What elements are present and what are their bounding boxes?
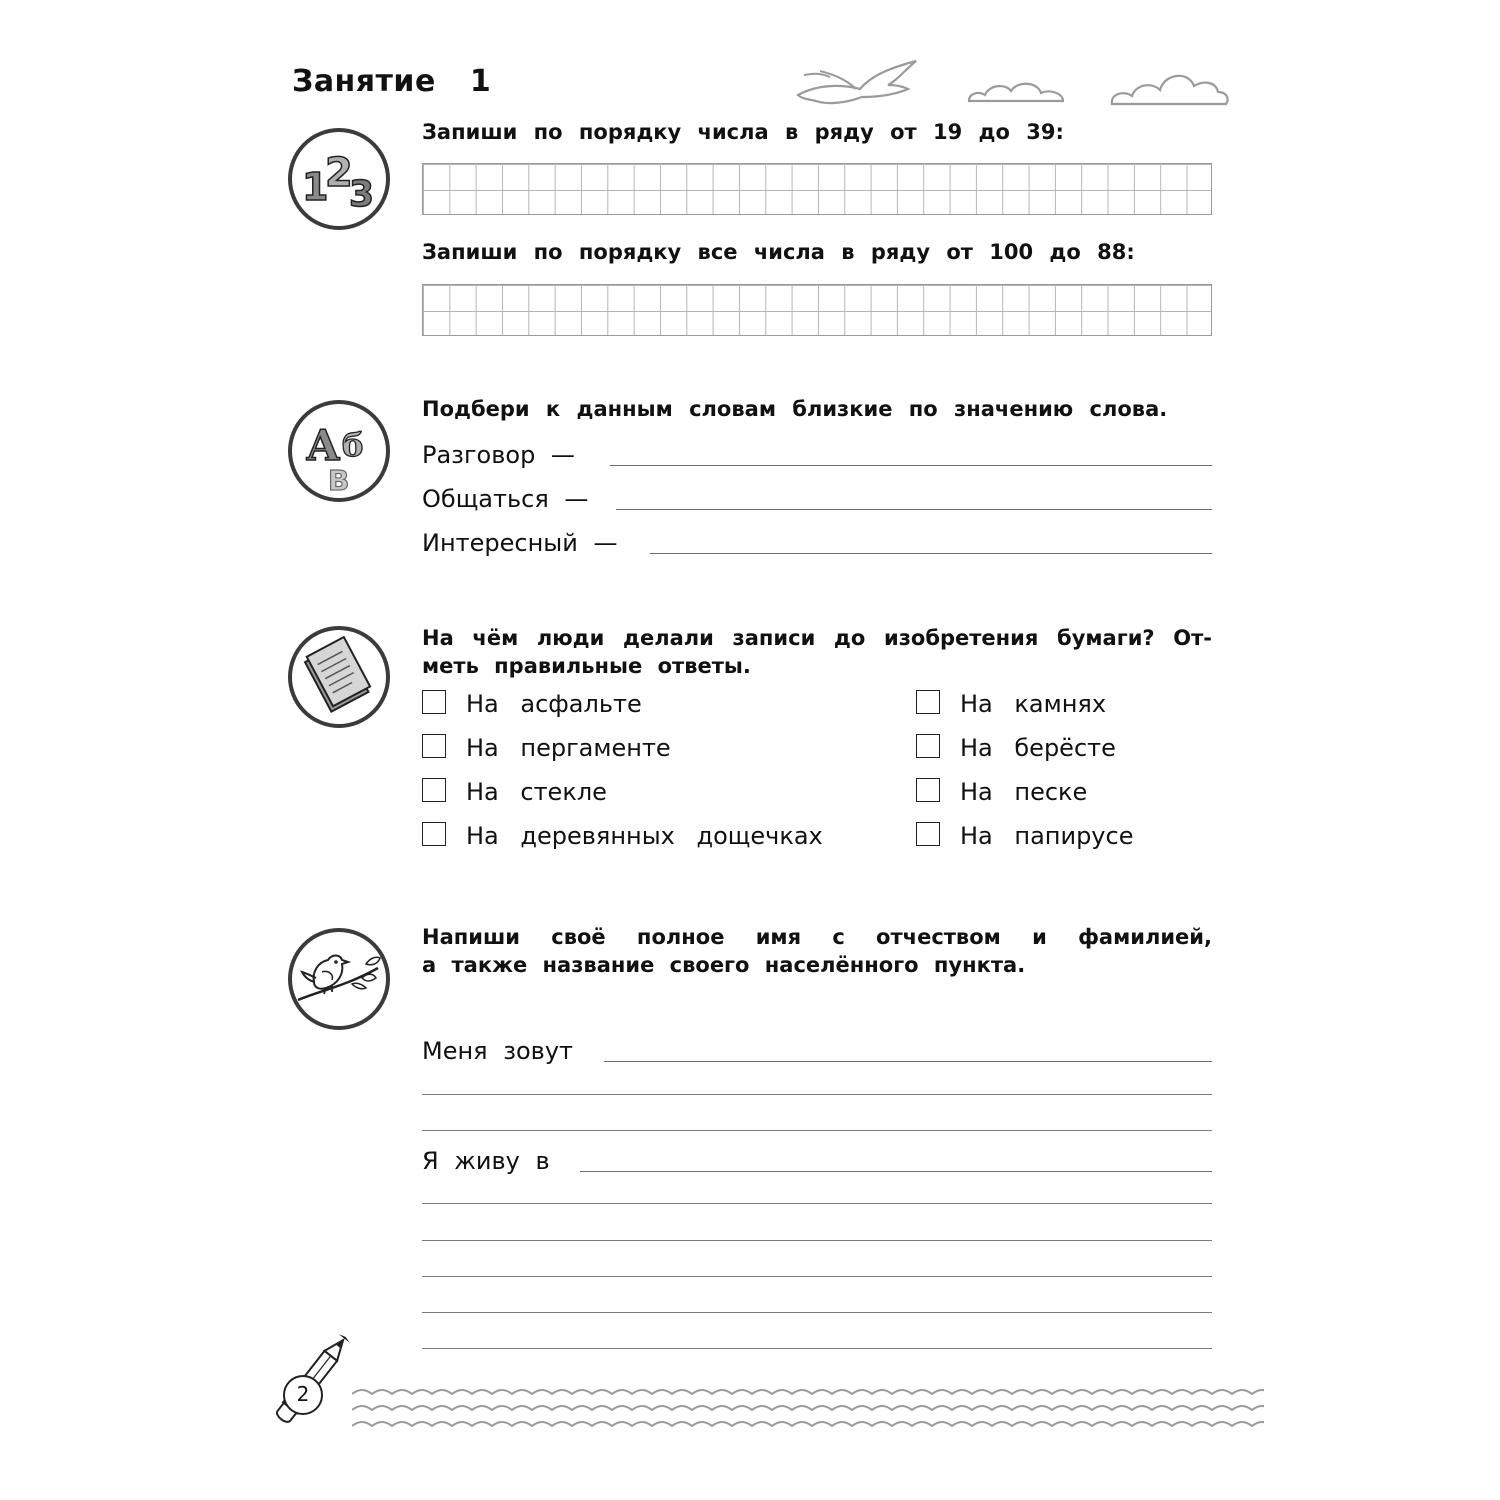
task1-prompt-a: Запиши по порядку числа в ряду от 19 до 39:	[422, 120, 1064, 144]
checkbox[interactable]	[916, 822, 940, 846]
wave-decoration	[352, 1380, 1264, 1430]
svg-text:В: В	[328, 464, 350, 497]
number-grid-19-39[interactable]	[422, 163, 1212, 215]
name-label: Меня зовут	[422, 1037, 574, 1065]
task4-badge	[288, 928, 390, 1030]
checkbox[interactable]	[422, 734, 446, 758]
checkbox[interactable]	[916, 778, 940, 802]
synonym-row	[422, 522, 1212, 558]
option-left-2[interactable]	[422, 734, 671, 770]
checkbox[interactable]	[916, 734, 940, 758]
option-label: На камнях	[960, 690, 1107, 718]
svg-text:А: А	[306, 421, 341, 470]
option-right-4[interactable]	[916, 822, 1133, 858]
task3-badge	[288, 626, 390, 728]
option-left-3[interactable]	[422, 778, 607, 814]
answer-line[interactable]	[610, 465, 1212, 466]
number-grid-100-88[interactable]	[422, 284, 1212, 336]
book-icon	[292, 630, 386, 724]
task2-prompt: Подбери к данным словам близкие по значению слова.	[422, 397, 1168, 421]
svg-text:1: 1	[302, 165, 329, 209]
option-right-1[interactable]	[916, 690, 1106, 726]
bird-icon	[790, 55, 930, 110]
name-row	[422, 1030, 1212, 1066]
checkbox[interactable]	[422, 690, 446, 714]
city-label: Я живу в	[422, 1147, 550, 1175]
page-title	[292, 64, 491, 99]
writing-line[interactable]	[422, 1312, 1212, 1313]
option-right-3[interactable]	[916, 778, 1087, 814]
letters-abv-icon	[292, 404, 386, 498]
task3-prompt-line1: На чём люди делали записи до изобретения бумаги? От-	[422, 626, 1212, 650]
svg-text:2: 2	[325, 150, 353, 196]
task1-badge	[288, 128, 390, 230]
option-label: На папирусе	[960, 822, 1134, 850]
word-label: Общаться —	[422, 485, 589, 513]
word-label: Интересный —	[422, 529, 618, 557]
synonym-row	[422, 478, 1212, 514]
city-line[interactable]	[580, 1171, 1212, 1172]
option-label: На асфальте	[466, 690, 642, 718]
svg-text:3: 3	[349, 174, 375, 215]
name-line[interactable]	[604, 1061, 1212, 1062]
title-word: Занятие	[292, 64, 436, 99]
cloud-icon	[1108, 66, 1233, 110]
writing-line[interactable]	[422, 1094, 1212, 1095]
checkbox[interactable]	[422, 778, 446, 802]
option-left-1[interactable]	[422, 690, 642, 726]
option-left-4[interactable]	[422, 822, 823, 858]
cloud-icon	[965, 75, 1070, 107]
page-number-badge	[283, 1375, 323, 1415]
task4-prompt-line2: а также название своего населённого пункта.	[422, 953, 1026, 977]
task2-badge	[288, 400, 390, 502]
writing-line[interactable]	[422, 1240, 1212, 1241]
synonym-row	[422, 434, 1212, 470]
writing-line[interactable]	[422, 1130, 1212, 1131]
svg-text:б: б	[342, 426, 364, 464]
writing-line[interactable]	[422, 1276, 1212, 1277]
task1-prompt-b: Запиши по порядку все числа в ряду от 100 до 88:	[422, 240, 1135, 264]
option-label: На деревянных дощечках	[466, 822, 823, 850]
option-label: На берёсте	[960, 734, 1116, 762]
task3-prompt-line2: меть правильные ответы.	[422, 654, 751, 678]
page-number: 2	[296, 1382, 310, 1406]
city-row	[422, 1140, 1212, 1176]
answer-line[interactable]	[616, 509, 1212, 510]
option-label: На пергаменте	[466, 734, 671, 762]
option-label: На песке	[960, 778, 1088, 806]
task4-prompt	[422, 923, 1212, 979]
writing-line[interactable]	[422, 1203, 1212, 1204]
checkbox[interactable]	[916, 690, 940, 714]
checkbox[interactable]	[422, 822, 446, 846]
word-label: Разговор —	[422, 441, 575, 469]
numbers-123-icon	[292, 132, 386, 226]
writing-line[interactable]	[422, 1348, 1212, 1349]
option-right-2[interactable]	[916, 734, 1116, 770]
task3-prompt	[422, 624, 1212, 680]
option-label: На стекле	[466, 778, 607, 806]
title-number: 1	[469, 64, 492, 99]
task4-prompt-line1: Напиши своё полное имя с отчеством и фамилией,	[422, 925, 1212, 949]
answer-line[interactable]	[650, 553, 1212, 554]
bird-on-branch-icon	[292, 932, 386, 1026]
